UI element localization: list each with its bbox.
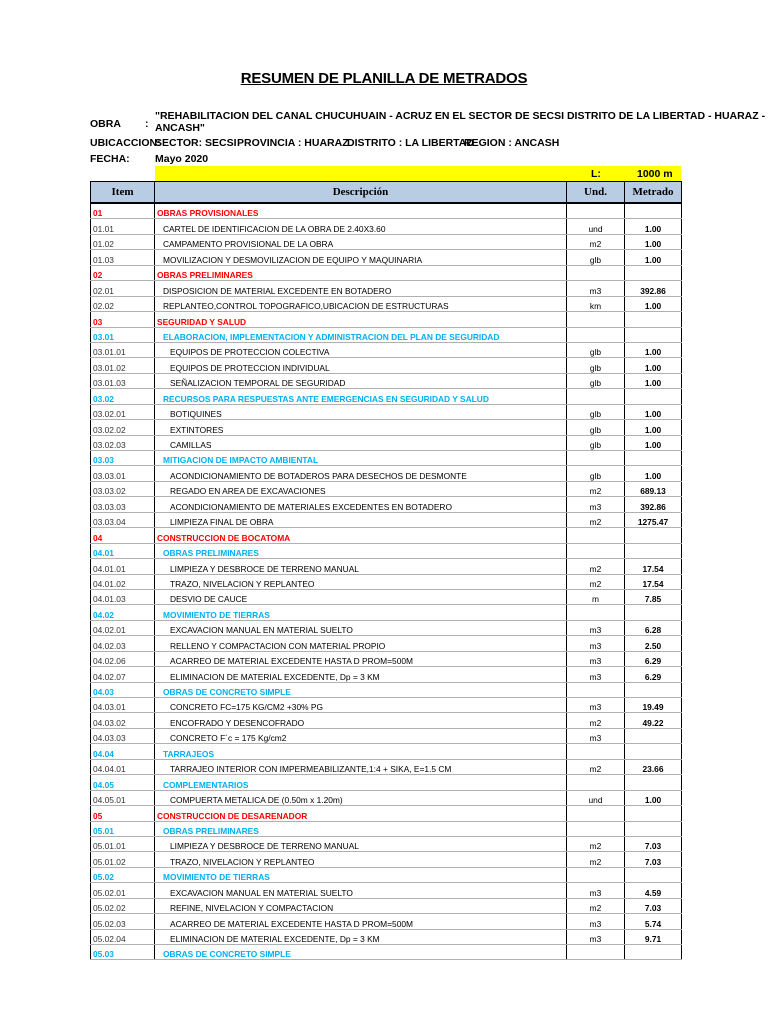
table-row (91, 682, 682, 697)
table-body (91, 203, 682, 960)
table-row (91, 312, 682, 327)
sector-value: SECTOR: SECSI (155, 137, 237, 149)
cell-item: 04.04.01 (91, 759, 155, 774)
cell-metrado: 1275.47 (625, 512, 682, 527)
cell-und: glb (567, 250, 625, 265)
cell-descripcion: EQUIPOS DE PROTECCION COLECTIVA (155, 342, 567, 357)
table-row (91, 636, 682, 651)
cell-und (567, 744, 625, 759)
cell-item: 05.01.02 (91, 852, 155, 867)
cell-und (567, 543, 625, 558)
cell-item: 01.02 (91, 234, 155, 249)
table-row (91, 203, 682, 219)
cell-item: 03.02.02 (91, 420, 155, 435)
cell-und: m3 (567, 914, 625, 929)
length-bar (155, 166, 681, 181)
table-header-row (91, 182, 682, 204)
cell-descripcion: CONSTRUCCION DE DESARENADOR (155, 806, 567, 821)
cell-descripcion: CONCRETO FC=175 KG/CM2 +30% PG (155, 698, 567, 713)
cell-und: m3 (567, 497, 625, 512)
table-row (91, 651, 682, 666)
cell-metrado: 4.59 (625, 883, 682, 898)
cell-metrado: 17.54 (625, 559, 682, 574)
cell-item: 05.02 (91, 867, 155, 882)
table-row (91, 543, 682, 558)
cell-metrado: 689.13 (625, 481, 682, 496)
cell-metrado (625, 775, 682, 790)
length-label: L: (591, 168, 601, 180)
cell-item: 04.01.03 (91, 589, 155, 604)
cell-metrado (625, 543, 682, 558)
table-row (91, 481, 682, 496)
cell-und: glb (567, 420, 625, 435)
table-row (91, 728, 682, 743)
cell-metrado (625, 682, 682, 697)
table-row (91, 497, 682, 512)
cell-item: 04.03 (91, 682, 155, 697)
cell-und: m2 (567, 836, 625, 851)
table-row (91, 589, 682, 604)
cell-und: glb (567, 358, 625, 373)
cell-und: m3 (567, 698, 625, 713)
cell-item: 04.05 (91, 775, 155, 790)
cell-und: m3 (567, 620, 625, 635)
cell-item: 04.02.07 (91, 667, 155, 682)
cell-und (567, 265, 625, 280)
cell-metrado: 7.03 (625, 836, 682, 851)
cell-metrado (625, 451, 682, 466)
cell-descripcion: REGADO EN AREA DE EXCAVACIONES (155, 481, 567, 496)
cell-und: m2 (567, 759, 625, 774)
table-row (91, 466, 682, 481)
cell-und: glb (567, 342, 625, 357)
table-row (91, 451, 682, 466)
cell-metrado: 23.66 (625, 759, 682, 774)
cell-descripcion: ACONDICIONAMIENTO DE BOTADEROS PARA DESECHOS DE DESMONTE (155, 466, 567, 481)
cell-und (567, 821, 625, 836)
document-title: RESUMEN DE PLANILLA DE METRADOS (240, 70, 528, 87)
cell-metrado: 1.00 (625, 466, 682, 481)
table-row (91, 883, 682, 898)
table-row (91, 898, 682, 913)
cell-metrado (625, 945, 682, 960)
cell-und (567, 389, 625, 404)
cell-und: m2 (567, 574, 625, 589)
cell-metrado: 17.54 (625, 574, 682, 589)
cell-metrado (625, 203, 682, 219)
cell-descripcion: REFINE, NIVELACION Y COMPACTACION (155, 898, 567, 913)
cell-descripcion: COMPUERTA METALICA DE (0.50m x 1.20m) (155, 790, 567, 805)
cell-item: 04.02.06 (91, 651, 155, 666)
cell-metrado (625, 528, 682, 543)
cell-metrado: 1.00 (625, 435, 682, 450)
table-row (91, 389, 682, 404)
cell-und: glb (567, 404, 625, 419)
cell-descripcion: SEÑALIZACION TEMPORAL DE SEGURIDAD (155, 373, 567, 388)
cell-metrado: 6.29 (625, 651, 682, 666)
cell-descripcion: OBRAS PRELIMINARES (155, 265, 567, 280)
cell-descripcion: OBRAS DE CONCRETO SIMPLE (155, 945, 567, 960)
cell-descripcion: REPLANTEO,CONTROL TOPOGRAFICO,UBICACION DE ESTRUCTURAS (155, 296, 567, 311)
cell-descripcion: OBRAS PRELIMINARES (155, 821, 567, 836)
cell-descripcion: LIMPIEZA FINAL DE OBRA (155, 512, 567, 527)
cell-item: 04.02.01 (91, 620, 155, 635)
table-row (91, 914, 682, 929)
table-row (91, 342, 682, 357)
cell-und: m2 (567, 713, 625, 728)
cell-descripcion: CARTEL DE IDENTIFICACION DE LA OBRA DE 2.40X3.60 (155, 219, 567, 234)
cell-metrado (625, 389, 682, 404)
region-value: REGION : ANCASH (464, 137, 560, 149)
cell-descripcion: COMPLEMENTARIOS (155, 775, 567, 790)
cell-descripcion: MOVIMIENTO DE TIERRAS (155, 605, 567, 620)
cell-und: m3 (567, 636, 625, 651)
table-row (91, 358, 682, 373)
cell-descripcion: LIMPIEZA Y DESBROCE DE TERRENO MANUAL (155, 836, 567, 851)
cell-item: 01.01 (91, 219, 155, 234)
cell-item: 02.02 (91, 296, 155, 311)
obra-name-line1: "REHABILITACION DEL CANAL CHUCUHUAIN - ACRUZ EN EL SECTOR DE SECSI DISTRITO DE LA LIBERTAD - HUARAZ - (155, 110, 766, 122)
table-row (91, 327, 682, 342)
cell-metrado: 1.00 (625, 790, 682, 805)
table-row (91, 806, 682, 821)
cell-descripcion: ELIMINACION DE MATERIAL EXCEDENTE, Dp = 3 KM (155, 667, 567, 682)
cell-metrado: 1.00 (625, 234, 682, 249)
obra-label: OBRA (90, 118, 121, 130)
cell-und: m3 (567, 281, 625, 296)
table-row (91, 698, 682, 713)
cell-metrado: 6.28 (625, 620, 682, 635)
cell-metrado: 6.29 (625, 667, 682, 682)
cell-item: 04.03.02 (91, 713, 155, 728)
cell-item: 04.03.03 (91, 728, 155, 743)
cell-item: 04.02 (91, 605, 155, 620)
cell-und (567, 451, 625, 466)
cell-metrado: 49.22 (625, 713, 682, 728)
cell-metrado (625, 744, 682, 759)
table-row (91, 713, 682, 728)
cell-item: 05.01.01 (91, 836, 155, 851)
cell-metrado: 1.00 (625, 420, 682, 435)
cell-descripcion: CAMILLAS (155, 435, 567, 450)
cell-metrado: 9.71 (625, 929, 682, 944)
cell-item: 03.02 (91, 389, 155, 404)
cell-und: und (567, 219, 625, 234)
cell-metrado: 7.03 (625, 898, 682, 913)
cell-und (567, 203, 625, 219)
table-row (91, 512, 682, 527)
header-item: Item (91, 182, 155, 204)
header-descripcion: Descripción (155, 182, 567, 204)
cell-descripcion: EXCAVACION MANUAL EN MATERIAL SUELTO (155, 620, 567, 635)
cell-und: m3 (567, 667, 625, 682)
table-row (91, 296, 682, 311)
table-row (91, 867, 682, 882)
table-row (91, 574, 682, 589)
cell-und: m2 (567, 559, 625, 574)
cell-metrado: 7.03 (625, 852, 682, 867)
cell-item: 03.03.03 (91, 497, 155, 512)
cell-item: 03.01.03 (91, 373, 155, 388)
table-row (91, 744, 682, 759)
cell-descripcion: TARRAJEO INTERIOR CON IMPERMEABILIZANTE,1:4 + SIKA, E=1.5 CM (155, 759, 567, 774)
cell-metrado (625, 327, 682, 342)
cell-und (567, 605, 625, 620)
table-row (91, 836, 682, 851)
cell-item: 03.02.01 (91, 404, 155, 419)
cell-und (567, 945, 625, 960)
cell-und: glb (567, 435, 625, 450)
cell-und: m3 (567, 728, 625, 743)
cell-metrado: 1.00 (625, 250, 682, 265)
cell-und (567, 528, 625, 543)
cell-descripcion: BOTIQUINES (155, 404, 567, 419)
cell-metrado: 1.00 (625, 373, 682, 388)
obra-name-line2: ANCASH" (155, 122, 205, 134)
cell-metrado (625, 806, 682, 821)
cell-item: 01 (91, 203, 155, 219)
table-row (91, 373, 682, 388)
cell-descripcion: RECURSOS PARA RESPUESTAS ANTE EMERGENCIAS EN SEGURIDAD Y SALUD (155, 389, 567, 404)
cell-item: 04.03.01 (91, 698, 155, 713)
cell-metrado: 1.00 (625, 219, 682, 234)
cell-item: 05 (91, 806, 155, 821)
cell-descripcion: RELLENO Y COMPACTACION CON MATERIAL PROPIO (155, 636, 567, 651)
cell-und: m3 (567, 883, 625, 898)
cell-descripcion: ELABORACION, IMPLEMENTACION Y ADMINISTRACION DEL PLAN DE SEGURIDAD (155, 327, 567, 342)
table-row (91, 559, 682, 574)
cell-item: 05.02.01 (91, 883, 155, 898)
table-row (91, 945, 682, 960)
table-row (91, 404, 682, 419)
cell-metrado: 1.00 (625, 358, 682, 373)
cell-und: und (567, 790, 625, 805)
obra-colon: : (145, 118, 149, 130)
table-row (91, 929, 682, 944)
cell-item: 04.01.02 (91, 574, 155, 589)
cell-item: 05.03 (91, 945, 155, 960)
cell-descripcion: ELIMINACION DE MATERIAL EXCEDENTE, Dp = 3 KM (155, 929, 567, 944)
cell-item: 03.03.02 (91, 481, 155, 496)
cell-item: 05.02.02 (91, 898, 155, 913)
cell-und (567, 775, 625, 790)
cell-descripcion: LIMPIEZA Y DESBROCE DE TERRENO MANUAL (155, 559, 567, 574)
cell-und: m (567, 589, 625, 604)
cell-item: 05.02.03 (91, 914, 155, 929)
table-row (91, 265, 682, 280)
cell-item: 05.02.04 (91, 929, 155, 944)
cell-und (567, 806, 625, 821)
cell-item: 02 (91, 265, 155, 280)
cell-descripcion: ENCOFRADO Y DESENCOFRADO (155, 713, 567, 728)
cell-item: 04.02.03 (91, 636, 155, 651)
cell-item: 03 (91, 312, 155, 327)
header-und: Und. (567, 182, 625, 204)
cell-metrado (625, 312, 682, 327)
cell-metrado (625, 821, 682, 836)
ubicacion-label: UBICACCION: (90, 137, 161, 149)
cell-descripcion: DISPOSICION DE MATERIAL EXCEDENTE EN BOTADERO (155, 281, 567, 296)
cell-descripcion: ACARREO DE MATERIAL EXCEDENTE HASTA D PROM=500M (155, 914, 567, 929)
table-row (91, 234, 682, 249)
table-row (91, 250, 682, 265)
cell-und (567, 327, 625, 342)
cell-item: 03.03.01 (91, 466, 155, 481)
cell-und: m2 (567, 512, 625, 527)
cell-metrado (625, 728, 682, 743)
cell-metrado: 1.00 (625, 404, 682, 419)
cell-descripcion: ACONDICIONAMIENTO DE MATERIALES EXCEDENTES EN BOTADERO (155, 497, 567, 512)
cell-item: 03.03.04 (91, 512, 155, 527)
cell-descripcion: TARRAJEOS (155, 744, 567, 759)
cell-metrado: 392.86 (625, 281, 682, 296)
cell-und: m3 (567, 651, 625, 666)
cell-item: 01.03 (91, 250, 155, 265)
table-row (91, 775, 682, 790)
cell-metrado: 7.85 (625, 589, 682, 604)
cell-descripcion: MOVIMIENTO DE TIERRAS (155, 867, 567, 882)
cell-descripcion: ACARREO DE MATERIAL EXCEDENTE HASTA D PROM=500M (155, 651, 567, 666)
table-row (91, 790, 682, 805)
cell-descripcion: MITIGACION DE IMPACTO AMBIENTAL (155, 451, 567, 466)
fecha-value: Mayo 2020 (155, 153, 209, 165)
cell-descripcion: EQUIPOS DE PROTECCION INDIVIDUAL (155, 358, 567, 373)
header-metrado: Metrado (625, 182, 682, 204)
metrados-table (90, 181, 682, 960)
cell-item: 04 (91, 528, 155, 543)
table-row (91, 759, 682, 774)
cell-und: m2 (567, 852, 625, 867)
cell-descripcion: DESVIO DE CAUCE (155, 589, 567, 604)
cell-item: 04.01 (91, 543, 155, 558)
cell-metrado (625, 605, 682, 620)
cell-und (567, 312, 625, 327)
cell-item: 02.01 (91, 281, 155, 296)
cell-descripcion: EXTINTORES (155, 420, 567, 435)
cell-metrado: 1.00 (625, 296, 682, 311)
table-row (91, 852, 682, 867)
table-row (91, 821, 682, 836)
cell-descripcion: MOVILIZACION Y DESMOVILIZACION DE EQUIPO Y MAQUINARIA (155, 250, 567, 265)
cell-item: 04.05.01 (91, 790, 155, 805)
cell-descripcion: EXCAVACION MANUAL EN MATERIAL SUELTO (155, 883, 567, 898)
cell-descripcion: CONCRETO F´c = 175 Kg/cm2 (155, 728, 567, 743)
cell-und (567, 867, 625, 882)
length-value: 1000 m (637, 168, 673, 180)
distrito-value: DISTRITO : LA LIBERTAD (347, 137, 474, 149)
cell-item: 03.01.02 (91, 358, 155, 373)
cell-und: m3 (567, 929, 625, 944)
cell-descripcion: SEGURIDAD Y SALUD (155, 312, 567, 327)
cell-descripcion: OBRAS DE CONCRETO SIMPLE (155, 682, 567, 697)
cell-item: 03.01.01 (91, 342, 155, 357)
cell-und: glb (567, 373, 625, 388)
cell-und (567, 682, 625, 697)
table-row (91, 605, 682, 620)
cell-descripcion: CAMPAMENTO PROVISIONAL DE LA OBRA (155, 234, 567, 249)
cell-metrado: 19.49 (625, 698, 682, 713)
cell-item: 03.03 (91, 451, 155, 466)
cell-metrado: 5.74 (625, 914, 682, 929)
cell-descripcion: CONSTRUCCION DE BOCATOMA (155, 528, 567, 543)
table-row (91, 667, 682, 682)
cell-descripcion: TRAZO, NIVELACION Y REPLANTEO (155, 852, 567, 867)
table-row (91, 528, 682, 543)
cell-und: glb (567, 466, 625, 481)
cell-metrado (625, 265, 682, 280)
table-row (91, 420, 682, 435)
cell-metrado: 2.50 (625, 636, 682, 651)
cell-item: 04.01.01 (91, 559, 155, 574)
cell-metrado: 1.00 (625, 342, 682, 357)
cell-und: km (567, 296, 625, 311)
cell-item: 05.01 (91, 821, 155, 836)
fecha-label: FECHA: (90, 153, 130, 165)
cell-descripcion: OBRAS PRELIMINARES (155, 543, 567, 558)
cell-und: m2 (567, 234, 625, 249)
cell-descripcion: OBRAS PROVISIONALES (155, 203, 567, 219)
cell-metrado (625, 867, 682, 882)
table-row (91, 620, 682, 635)
cell-und: m2 (567, 898, 625, 913)
cell-und: m2 (567, 481, 625, 496)
cell-item: 04.04 (91, 744, 155, 759)
cell-metrado: 392.86 (625, 497, 682, 512)
cell-item: 03.01 (91, 327, 155, 342)
cell-item: 03.02.03 (91, 435, 155, 450)
table-row (91, 281, 682, 296)
provincia-value: PROVINCIA : HUARAZ (237, 137, 349, 149)
cell-descripcion: TRAZO, NIVELACION Y REPLANTEO (155, 574, 567, 589)
table-row (91, 435, 682, 450)
table-row (91, 219, 682, 234)
